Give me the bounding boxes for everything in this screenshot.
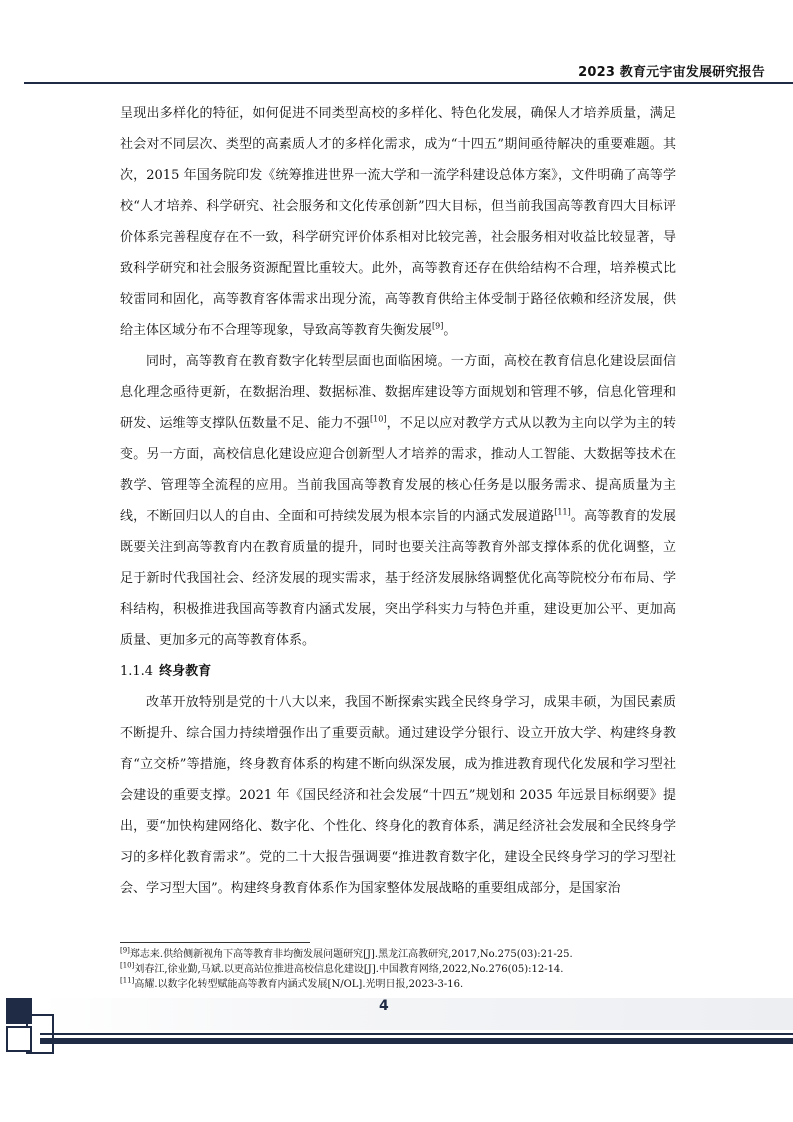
footer-band [40,998,793,1030]
footer-thin-line [40,1033,793,1035]
footer-bar [40,1038,793,1044]
paragraph-1 [120,98,676,346]
section-heading [120,656,676,687]
paragraph-2 [120,346,676,656]
report-title: 2023 教育元宇宙发展研究报告 [578,65,765,80]
footnote-text: 刘春江,徐业勤,马斌.以更高站位推进高校信息化建设[J].中国教育网络,2022,No.276(05):12-14. [134,964,564,975]
citation-11[interactable]: [11] [554,507,571,517]
footnote-ref: [11] [120,976,135,985]
page-number: 4 [379,998,389,1014]
footer-filled-square [6,998,32,1024]
footer-open-square [6,1026,32,1052]
section-number: 1.1.4 [120,664,154,679]
section-title: 终身教育 [159,664,212,679]
paragraph-2-part2: ，不足以应对教学方式从以教为主向以学为主的转变。另一方面，高校信息化建设应迎合创新型人才培养的需求，推动人工智能、大数据等技术在教学、管理等全流程的应用。当前我国高等教育发展的核心任务是以服务需求、提高质量为主线，不断回归以人的自由、全面和可持续发展为根本宗旨的内涵式发展道路 [120,416,676,524]
citation-9[interactable]: [9] [432,321,444,331]
paragraph-2-part3: 。高等教育的发展既要关注到高等教育内在教育质量的提升，同时也要关注高等教育外部支撑体系的优化调整，立足于新时代我国社会、经济发展的现实需求，基于经济发展脉络调整优化高等院校分布布局、学科结构，积极推进我国高等教育内涵式发展，突出学科实力与特色并重，建设更加公平、更加高质量、更加多元的高等教育体系。 [120,509,676,648]
main-content [120,98,676,904]
footnote-10 [120,962,680,977]
footnote-ref: [10] [120,961,135,970]
paragraph-1-tail: 。 [443,323,457,338]
footnote-9 [120,947,680,962]
footnote-ref: [9] [120,946,130,955]
footnote-text: 高耀.以数字化转型赋能高等教育内涵式发展[N/OL].光明日报,2023-3-16. [134,979,464,990]
citation-10[interactable]: [10] [370,414,387,424]
paragraph-3: 改革开放特别是党的十八大以来，我国不断探索实践全民终身学习，成果丰硕，为国民素质不断提升、综合国力持续增强作出了重要贡献。通过建设学分银行、设立开放大学、构建终身教育“立交桥”等措施，终身教育体系的构建不断向纵深发展，成为推进教育现代化发展和学习型社会建设的重要支撑。2021 年《国民经济和社会发展“十四五”规划和 2035 年远景目标纲要》提出，要“加快构建网络化、数字化、个性化、终身化的教育体系，满足经济社会发展和全民终身学习的多样化教育需求”。党的二十大报告强调要“推进教育数字化，建设全民终身学习的学习型社会、学习型大国”。构建终身教育体系作为国家整体发展战略的重要组成部分，是国家治 [120,695,676,896]
footnote-divider [120,942,310,943]
footnote-text: 郑志来.供给侧新视角下高等教育非均衡发展问题研究[J].黑龙江高教研究,2017,No.275(03):21-25. [129,949,573,960]
footnotes [120,947,680,992]
header-divider [24,82,793,84]
footer-decoration [0,990,793,1060]
paragraph-2-part1: 同时，高等教育在教育数字化转型层面也面临困境。一方面，高校在教育信息化建设层面信息化理念亟待更新，在数据治理、数据标准、数据库建设等方面规划和管理不够，信息化管理和研发、运维等支撑队伍数量不足、能力不强 [120,354,676,431]
paragraph-1-text: 呈现出多样化的特征，如何促进不同类型高校的多样化、特色化发展，确保人才培养质量，满足社会对不同层次、类型的高素质人才的多样化需求，成为“十四五”期间亟待解决的重要难题。其次，2015 年国务院印发《统筹推进世界一流大学和一流学科建设总体方案》，文件明确了高等学校“人才培养、科学研究、社会服务和文化传承创新”四大目标，但当前我国高等教育四大目标评价体系完善程度存在不一致，科学研究评价体系相对比较完善，社会服务相对收益比较显著，导致科学研究和社会服务资源配置比重较大。此外，高等教育还存在供给结构不合理，培养模式比较雷同和固化，高等教育客体需求出现分流，高等教育供给主体受制于路径依赖和经济发展，供给主体区域分布不合理等现象，导致高等教育失衡发展 [120,106,676,338]
